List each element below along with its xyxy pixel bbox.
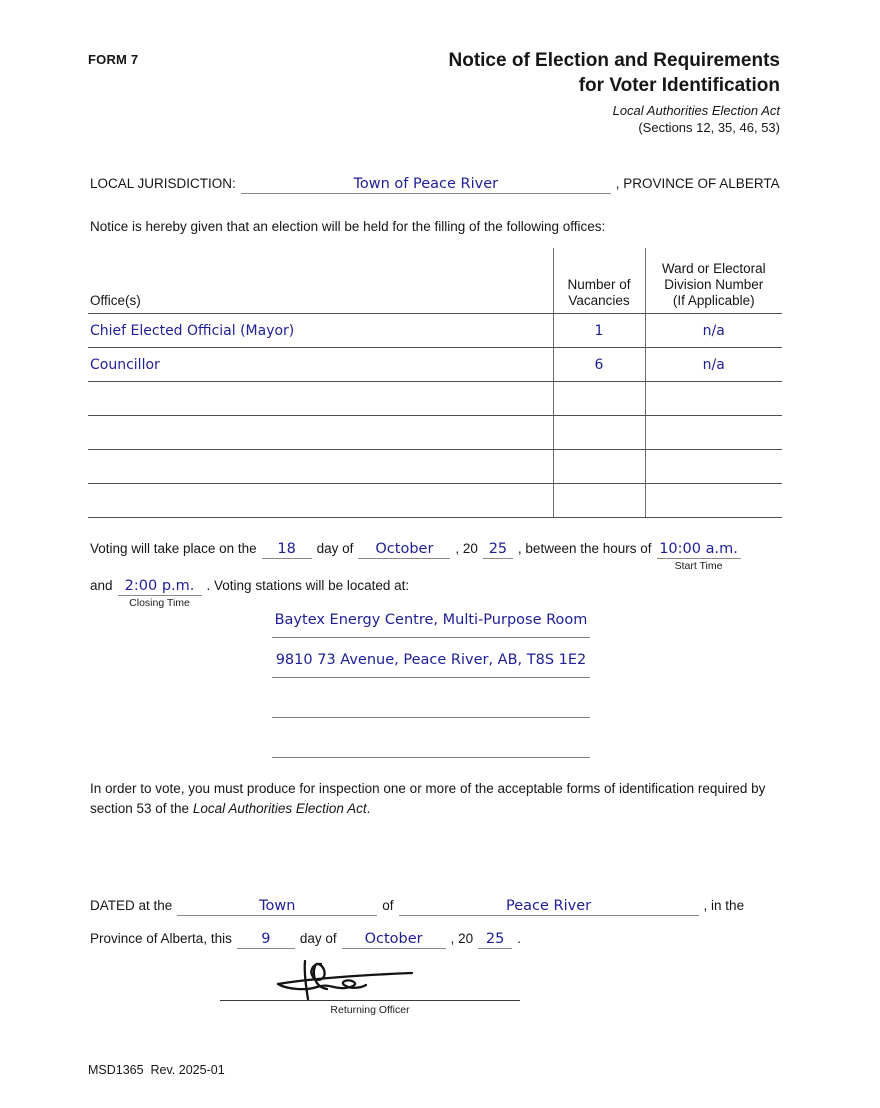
dated-line2 xyxy=(90,931,526,949)
municipality-name-field[interactable]: Peace River xyxy=(399,898,699,916)
voting-sentence-line2 xyxy=(90,578,414,609)
station-line-1[interactable]: Baytex Energy Centre, Multi-Purpose Room xyxy=(272,612,590,638)
notice-text: Notice is hereby given that an election will be held for the filling of the following offices: xyxy=(90,219,606,234)
vacancies-cell[interactable] xyxy=(553,450,645,484)
form-title-block xyxy=(449,48,781,136)
vacancies-header-line2: Vacancies xyxy=(568,293,630,308)
id-act-italic: Local Authorities Election Act xyxy=(192,801,367,816)
in-the-suffix: , in the xyxy=(703,898,745,913)
ward-cell[interactable] xyxy=(645,416,782,450)
station-line-3[interactable] xyxy=(272,692,590,718)
ward-value: n/a xyxy=(702,356,725,373)
dated-period: . xyxy=(517,931,521,946)
table-row xyxy=(88,382,782,416)
vacancies-cell[interactable] xyxy=(553,416,645,450)
office-cell[interactable] xyxy=(88,382,553,416)
dated-month-field[interactable]: October xyxy=(342,931,446,949)
voting-prefix: Voting will take place on the xyxy=(90,541,257,556)
office-cell[interactable] xyxy=(88,484,553,518)
form-number: FORM 7 xyxy=(88,52,139,67)
table-row xyxy=(88,348,782,382)
returning-officer-caption: Returning Officer xyxy=(330,1004,410,1016)
vacancies-value: 6 xyxy=(594,356,604,373)
province-suffix: , PROVINCE OF ALBERTA xyxy=(615,176,780,191)
vacancies-cell[interactable] xyxy=(553,484,645,518)
dated-year-field[interactable]: 25 xyxy=(478,931,512,949)
office-header: Office(s) xyxy=(88,248,553,314)
ward-header-line2: Division Number xyxy=(664,277,764,292)
id-text-after: . xyxy=(366,801,371,816)
act-name: Local Authorities Election Act xyxy=(612,103,780,118)
signature-scribble xyxy=(275,960,415,1000)
table-row xyxy=(88,450,782,484)
closing-time-field[interactable]: 2:00 p.m. xyxy=(118,578,202,596)
station-line-4[interactable] xyxy=(272,732,590,758)
ward-header-line3: (If Applicable) xyxy=(672,293,755,308)
closing-time-group xyxy=(118,578,202,609)
ward-value: n/a xyxy=(702,322,725,339)
ward-header xyxy=(645,248,782,314)
ward-cell[interactable] xyxy=(645,314,782,348)
office-cell[interactable] xyxy=(88,450,553,484)
start-time-group xyxy=(657,541,741,572)
office-value: Councillor xyxy=(90,356,160,373)
ward-cell[interactable] xyxy=(645,382,782,416)
table-row xyxy=(88,484,782,518)
of-label: of xyxy=(382,898,394,913)
day-of-label: day of xyxy=(316,541,354,556)
start-time-caption: Start Time xyxy=(674,560,723,572)
form-title-line2: for Voter Identification xyxy=(578,75,780,96)
dated-day-field[interactable]: 9 xyxy=(237,931,295,949)
table-row xyxy=(88,416,782,450)
province-prefix: Province of Alberta, this xyxy=(90,931,232,946)
office-value: Chief Elected Official (Mayor) xyxy=(90,322,295,339)
start-time-field[interactable]: 10:00 a.m. xyxy=(657,541,741,559)
ward-cell[interactable] xyxy=(645,450,782,484)
ward-cell[interactable] xyxy=(645,484,782,518)
jurisdiction-line xyxy=(90,176,780,194)
dated-line1 xyxy=(90,898,749,916)
dated-year-prefix: , 20 xyxy=(450,931,474,946)
vacancies-value: 1 xyxy=(594,322,604,339)
vacancies-cell[interactable] xyxy=(553,348,645,382)
year-prefix-label: , 20 xyxy=(455,541,478,556)
offices-table xyxy=(88,248,782,518)
and-label: and xyxy=(90,578,113,593)
act-sections: (Sections 12, 35, 46, 53) xyxy=(638,120,780,135)
ward-cell[interactable] xyxy=(645,348,782,382)
voting-sentence-line1 xyxy=(90,541,746,572)
jurisdiction-field[interactable]: Town of Peace River xyxy=(241,176,611,194)
id-text-before: In order to vote, you must produce for inspection one or more of the acceptable forms of identification required by section 53 of the xyxy=(90,781,766,816)
between-hours-label: , between the hours of xyxy=(517,541,652,556)
form-title-line1: Notice of Election and Requirements xyxy=(448,50,780,71)
dated-day-of-label: day of xyxy=(299,931,337,946)
municipality-type-field[interactable]: Town xyxy=(177,898,377,916)
office-cell[interactable] xyxy=(88,416,553,450)
id-requirements-paragraph xyxy=(90,779,780,819)
closing-time-caption: Closing Time xyxy=(129,597,190,609)
jurisdiction-label: LOCAL JURISDICTION: xyxy=(90,176,236,191)
vacancies-header xyxy=(553,248,645,314)
dated-prefix: DATED at the xyxy=(90,898,173,913)
table-header-row xyxy=(88,248,782,314)
station-line-2[interactable]: 9810 73 Avenue, Peace River, AB, T8S 1E2 xyxy=(272,652,590,678)
voting-year-field[interactable]: 25 xyxy=(483,541,513,559)
vacancies-cell[interactable] xyxy=(553,382,645,416)
stations-intro: . Voting stations will be located at: xyxy=(206,578,410,593)
vacancies-header-line1: Number of xyxy=(567,277,631,292)
footer-text: MSD1365 Rev. 2025-01 xyxy=(88,1063,225,1077)
vacancies-cell[interactable] xyxy=(553,314,645,348)
office-cell[interactable] xyxy=(88,348,553,382)
ward-header-line1: Ward or Electoral xyxy=(661,261,766,276)
signature-line[interactable] xyxy=(220,1000,520,1001)
voting-stations-list xyxy=(272,612,590,772)
voting-month-field[interactable]: October xyxy=(358,541,450,559)
table-row xyxy=(88,314,782,348)
office-cell[interactable] xyxy=(88,314,553,348)
voting-day-field[interactable]: 18 xyxy=(262,541,312,559)
